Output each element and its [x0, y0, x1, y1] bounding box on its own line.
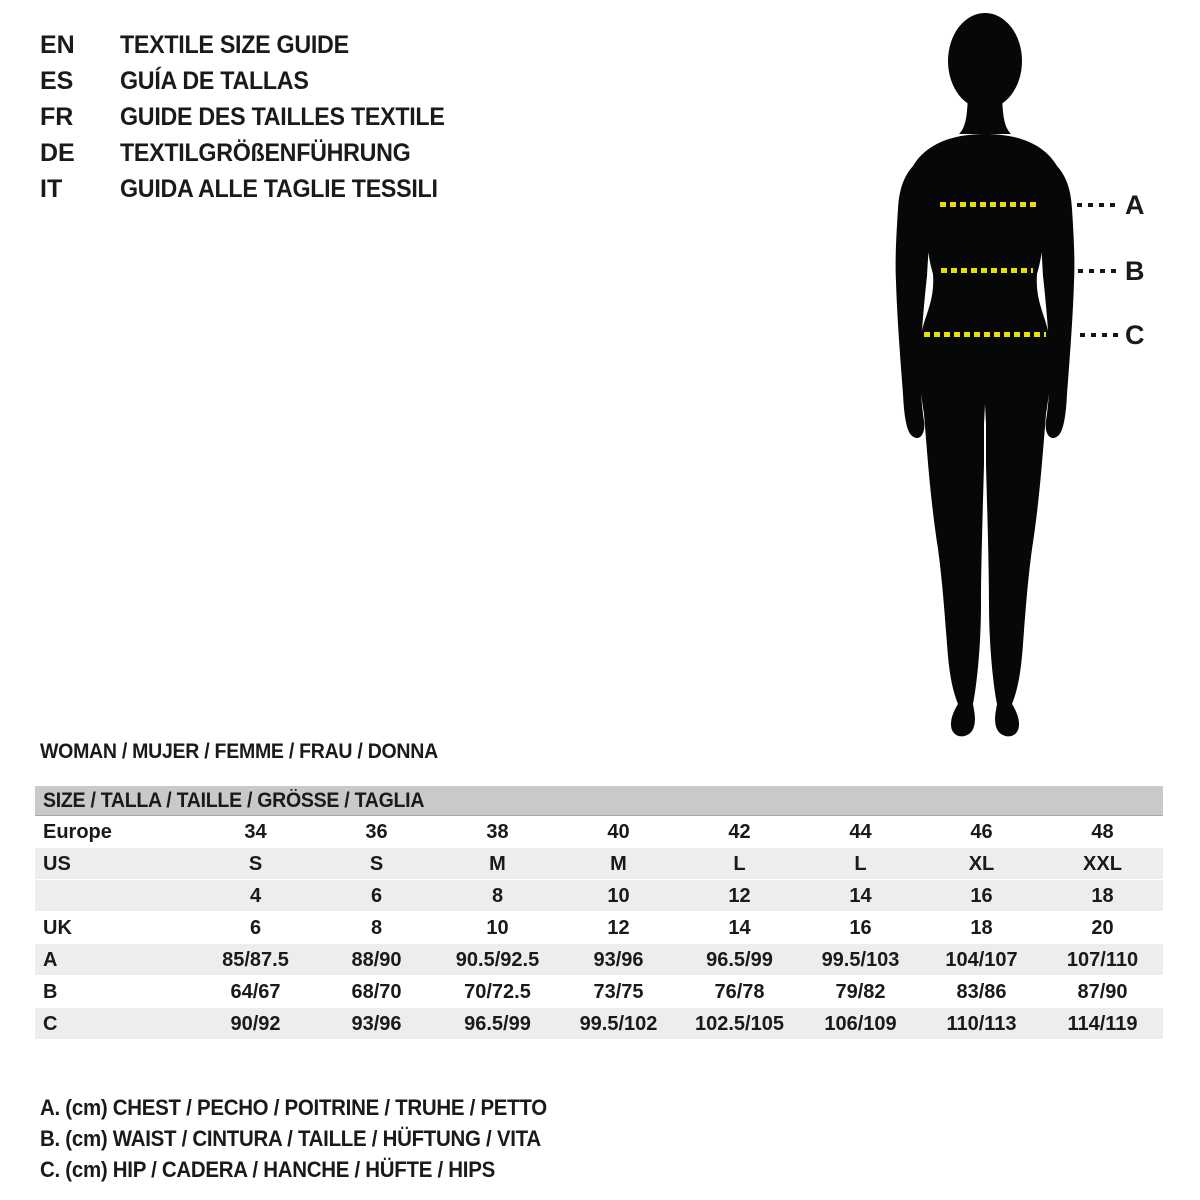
table-cell: 93/96: [593, 949, 644, 971]
woman-silhouette-shape: [896, 13, 1075, 736]
marker-label-c: C: [1125, 320, 1145, 350]
language-title-text: GUÍA DE TALLAS: [120, 66, 309, 95]
table-cell: 96.5/99: [706, 949, 773, 971]
table-cell: 99.5/102: [579, 1013, 658, 1035]
language-code: ES: [40, 66, 74, 95]
table-cell: 12: [607, 917, 630, 939]
row-label: [35, 880, 195, 911]
legend-line: [40, 1092, 585, 1123]
table-cell: 64/67: [230, 981, 281, 1003]
marker-label-a: A: [1125, 190, 1145, 220]
table-cell: 76/78: [714, 981, 765, 1003]
table-cell: 40: [607, 821, 630, 843]
table-cell: 10: [486, 917, 509, 939]
language-title: [120, 31, 366, 60]
table-cell: 96.5/99: [464, 1013, 531, 1035]
table-cell: 38: [486, 821, 509, 843]
hip-measure-line: [924, 332, 1046, 337]
table-cell: 6: [370, 885, 383, 907]
language-title-text: GUIDE DES TAILLES TEXTILE: [120, 102, 445, 131]
table-cell: 102.5/105: [695, 1013, 784, 1035]
table-cell: 90/92: [230, 1013, 281, 1035]
language-title: [120, 175, 462, 204]
table-cell: S: [248, 853, 263, 875]
language-row: [40, 27, 469, 63]
table-cell: 70/72.5: [464, 981, 531, 1003]
section-title-text: WOMAN / MUJER / FEMME / FRAU / DONNA: [40, 740, 438, 763]
language-row: [40, 171, 469, 207]
table-row: [35, 944, 1163, 976]
table-cell: 110/113: [946, 1013, 1017, 1035]
table-cell: 8: [370, 917, 383, 939]
table-cell: 20: [1091, 917, 1114, 939]
table-cell: L: [733, 853, 746, 875]
table-cell: 93/96: [351, 1013, 402, 1035]
table-cell: 90.5/92.5: [455, 949, 540, 971]
language-title-text: TEXTILGRÖßENFÜHRUNG: [120, 138, 411, 167]
table-cell: 18: [970, 917, 993, 939]
section-title: [40, 740, 468, 764]
row-label: B: [43, 981, 58, 1003]
table-cell: 73/75: [593, 981, 644, 1003]
table-cell: 12: [728, 885, 751, 907]
table-cell: 88/90: [351, 949, 402, 971]
waist-marker-line: [1078, 269, 1118, 273]
table-cell: 18: [1091, 885, 1114, 907]
size-table: [35, 786, 1163, 1040]
marker-label-b: B: [1125, 256, 1145, 286]
hip-marker-line: [1080, 333, 1118, 337]
legend-line: [40, 1123, 585, 1154]
measurement-legend: [40, 1092, 585, 1185]
table-cell: XXL: [1083, 853, 1122, 875]
table-cell: 46: [970, 821, 993, 843]
table-row: [35, 1008, 1163, 1040]
woman-silhouette-figure: [860, 3, 1110, 748]
language-row: [40, 63, 469, 99]
language-code: FR: [40, 102, 74, 131]
table-cell: 87/90: [1077, 981, 1128, 1003]
table-row: [35, 880, 1163, 912]
language-list: [40, 27, 469, 207]
row-label: A: [43, 949, 58, 971]
table-cell: M: [610, 853, 627, 875]
table-cell: XL: [968, 853, 995, 875]
language-row: [40, 135, 469, 171]
table-cell: 36: [365, 821, 388, 843]
chest-measure-line: [940, 202, 1040, 207]
table-cell: 79/82: [835, 981, 886, 1003]
table-row: [35, 912, 1163, 944]
table-cell: 114/119: [1067, 1013, 1138, 1035]
table-row: [35, 848, 1163, 880]
table-cell: 42: [728, 821, 751, 843]
table-cell: 10: [607, 885, 630, 907]
language-title-text: TEXTILE SIZE GUIDE: [120, 30, 349, 59]
language-title: [120, 103, 469, 132]
language-code: EN: [40, 30, 75, 59]
row-label: C: [43, 1013, 58, 1035]
language-row: [40, 99, 469, 135]
table-header-bar: [35, 786, 1163, 816]
legend-line-text: B. (cm) WAIST / CINTURA / TAILLE / HÜFTUNG / VITA: [40, 1126, 541, 1151]
row-label: UK: [43, 917, 72, 939]
row-label: US: [43, 853, 71, 875]
language-code: DE: [40, 138, 75, 167]
table-row: [35, 976, 1163, 1008]
size-table-body: [35, 816, 1163, 1040]
table-cell: 83/86: [956, 981, 1007, 1003]
table-cell: 107/110: [1066, 949, 1139, 971]
row-label: Europe: [43, 821, 112, 843]
table-cell: L: [854, 853, 867, 875]
table-cell: S: [369, 853, 384, 875]
table-cell: 99.5/103: [821, 949, 900, 971]
table-cell: 106/109: [824, 1013, 897, 1035]
table-row: [35, 816, 1163, 848]
table-cell: 14: [849, 885, 872, 907]
table-cell: 8: [491, 885, 504, 907]
legend-line-text: C. (cm) HIP / CADERA / HANCHE / HÜFTE / HIPS: [40, 1157, 495, 1182]
table-cell: 16: [849, 917, 872, 939]
table-cell: 14: [728, 917, 751, 939]
table-cell: 85/87.5: [222, 949, 289, 971]
language-title: [120, 139, 432, 168]
table-header-text: SIZE / TALLA / TAILLE / GRÖSSE / TAGLIA: [43, 789, 425, 812]
waist-measure-line: [941, 268, 1033, 273]
legend-line-text: A. (cm) CHEST / PECHO / POITRINE / TRUHE / PETTO: [40, 1095, 547, 1120]
language-code: IT: [40, 174, 63, 203]
language-title-text: GUIDA ALLE TAGLIE TESSILI: [120, 174, 438, 203]
table-cell: 34: [244, 821, 267, 843]
table-cell: 44: [849, 821, 872, 843]
table-cell: 48: [1091, 821, 1114, 843]
legend-line: [40, 1154, 585, 1185]
chest-marker-line: [1077, 203, 1117, 207]
table-cell: 68/70: [351, 981, 402, 1003]
table-cell: 16: [970, 885, 993, 907]
language-title: [120, 67, 323, 96]
table-cell: 6: [249, 917, 262, 939]
table-cell: M: [489, 853, 506, 875]
table-cell: 104/107: [945, 949, 1018, 971]
table-cell: 4: [249, 885, 262, 907]
